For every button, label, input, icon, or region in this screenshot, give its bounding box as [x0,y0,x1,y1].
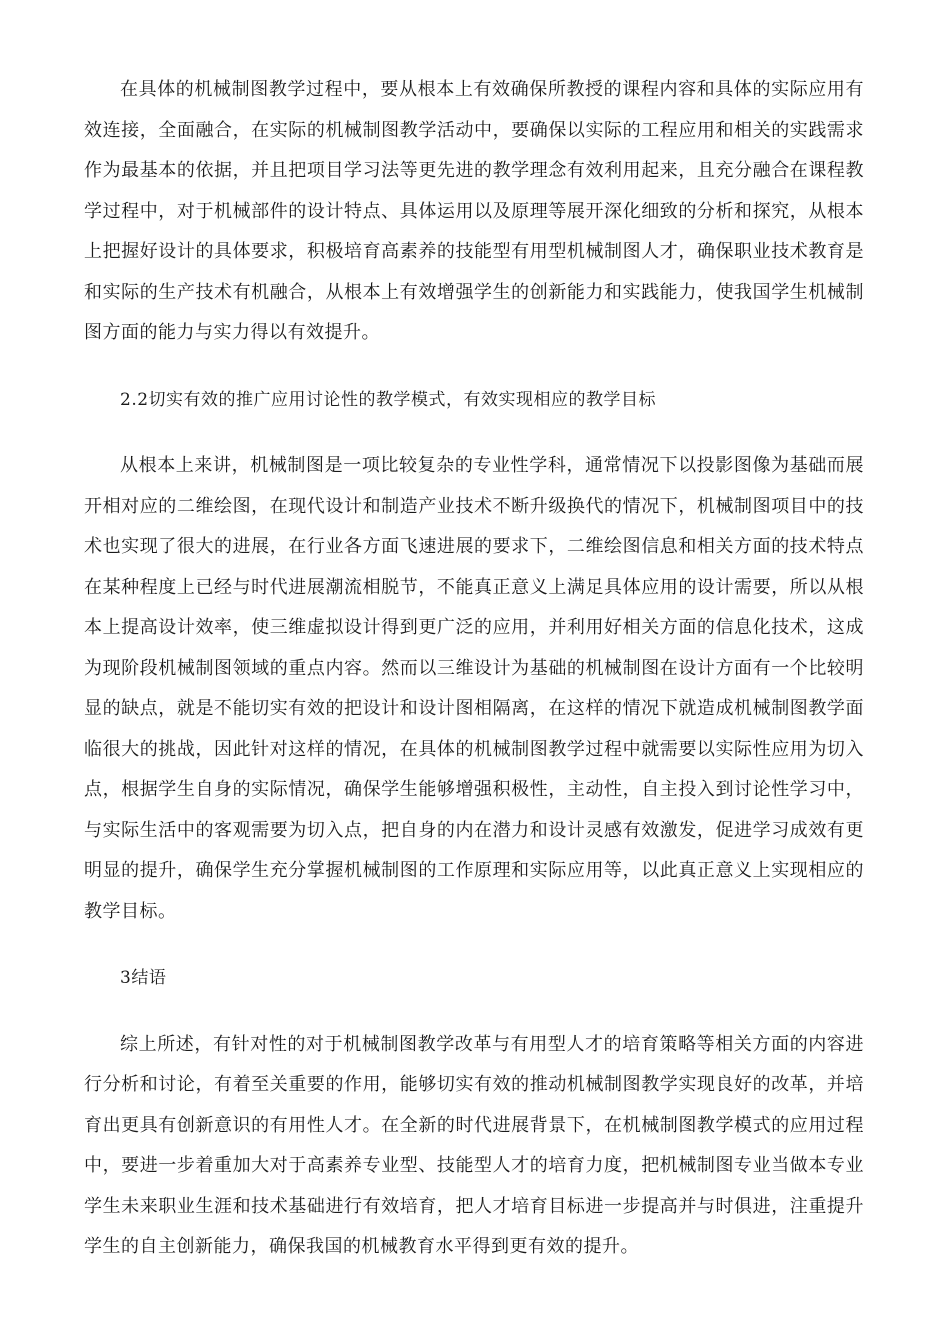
section-heading-3: 3结语 [120,968,167,988]
section-heading-2-2: 2.2切实有效的推广应用讨论性的教学模式，有效实现相应的教学目标 [120,389,657,410]
paragraph-spacer [84,354,864,380]
body-paragraph-1: 在具体的机械制图教学过程中，要从根本上有效确保所教授的课程内容和具体的实际应用有效连接，全面融合，在实际的机械制图教学活动中，要确保以实际的工程应用和相关的实践需求作为最基本的依据，并且把项目学习法等更先进的教学理念有效利用起来，且充分融合在课程教学过程中，对于机械部件的设计特点、具体运用以及原理等展开深化细致的分析和探究，从根本上把握好设计的具体要求，积极培育高素养的技能型有用型机械制图人才，确保职业技术教育是和实际的生产技术有机融合，从根本上有效增强学生的创新能力和实践能力，使我国学生机械制图方面的能力与实力得以有效提升。 [84,79,864,343]
paragraph-spacer [84,932,864,958]
paragraph-spacer [84,420,864,446]
body-paragraph-2: 从根本上来讲，机械制图是一项比较复杂的专业性学科，通常情况下以投影图像为基础而展开相对应的二维绘图，在现代设计和制造产业技术不断升级换代的情况下，机械制图项目中的技术也实现了很大的进展，在行业各方面飞速进展的要求下，二维绘图信息和相关方面的技术特点在某种程度上已经与时代进展潮流相脱节，不能真正意义上满足具体应用的设计需要，所以从根本上提高设计效率，使三维虚拟设计得到更广泛的应用，并利用好相关方面的信息化技术，这成为现阶段机械制图领域的重点内容。然而以三维设计为基础的机械制图在设计方面有一个比较明显的缺点，就是不能切实有效的把设计和设计图相隔离，在这样的情况下就造成机械制图教学面临很大的挑战，因此针对这样的情况，在具体的机械制图教学过程中就需要以实际性应用为切入点，根据学生自身的实际情况，确保学生能够增强积极性，主动性，自主投入到讨论性学习中，与实际生活中的客观需要为切入点，把自身的内在潜力和设计灵感有效激发，促进学习成效有更明显的提升，确保学生充分掌握机械制图的工作原理和实际应用等，以此真正意义上实现相应的教学目标。 [84,455,864,922]
paragraph-spacer [84,999,864,1025]
body-paragraph-3: 综上所述，有针对性的对于机械制图教学改革与有用型人才的培育策略等相关方面的内容进行分析和讨论，有着至关重要的作用，能够切实有效的推动机械制图教学实现良好的改革，并培育出更具有创新意识的有用性人才。在全新的时代进展背景下，在机械制图教学模式的应用过程中，要进一步着重加大对于高素养专业型、技能型人才的培育力度，把机械制图专业当做本专业学生未来职业生涯和技术基础进行有效培育，把人才培育目标进一步提高并与时俱进，注重提升学生的自主创新能力，确保我国的机械教育水平得到更有效的提升。 [84,1033,864,1257]
document-page [84,70,864,1268]
